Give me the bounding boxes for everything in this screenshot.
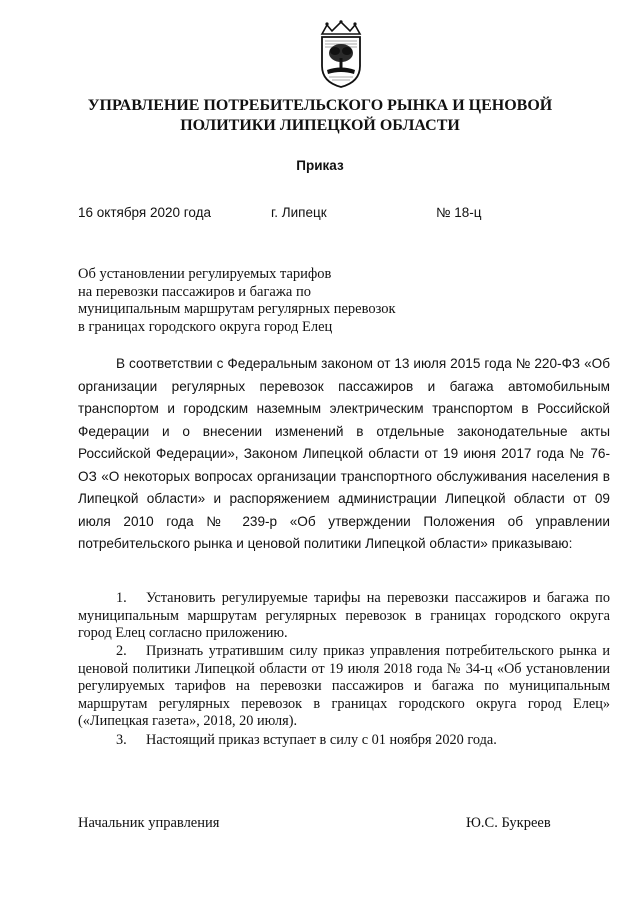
- subject-line: Об установлении регулируемых тарифов: [78, 266, 332, 282]
- order-item-number: 3.: [116, 732, 127, 748]
- document-city: г. Липецк: [271, 205, 327, 220]
- order-item: [78, 643, 610, 731]
- order-item-number: 1.: [116, 590, 127, 606]
- subject-line: на перевозки пассажиров и багажа по: [78, 283, 311, 300]
- coat-of-arms-icon: [318, 20, 364, 88]
- department-title: [0, 96, 640, 136]
- order-item: [78, 732, 610, 750]
- subject-heading: [78, 266, 396, 336]
- order-item-text: Установить регулируемые тарифы на перевозки пассажиров и багажа по муниципальным маршрутам регулярных перевозок в границах городского округа город Елец согласно приложению.: [78, 590, 610, 641]
- order-item-number: 2.: [116, 643, 127, 659]
- order-item: [78, 590, 610, 643]
- subject-line: в границах городского округа город Елец: [78, 318, 333, 335]
- document-type: Приказ: [296, 158, 344, 173]
- subject-line: муниципальным маршрутам регулярных перевозок: [78, 301, 396, 317]
- document-number: № 18-ц: [436, 205, 482, 220]
- order-item-text: Настоящий приказ вступает в силу с 01 ноября 2020 года.: [146, 732, 497, 748]
- preamble-paragraph: В соответствии с Федеральным законом от 13 июля 2015 года № 220-ФЗ «Об организации регулярных перевозок пассажиров и багажа автомобильным транспортом и городским наземным электрическим транспортом в Российской Федерации и о внесении изменений в отдельные законодательные акты Российской Федерации», Законом Липецкой области от 19 июня 2017 года № 76-ОЗ «О некоторых вопросах организации транспортного обслуживания населения в Липецкой области» и распоряжением администрации Липецкой области от 09 июля 2010 года № 239-р «Об утверждении Положения об управлении потребительского рынка и ценовой политики Липецкой области» приказываю:: [78, 356, 610, 551]
- department-title-line-2: ПОЛИТИКИ ЛИПЕЦКОЙ ОБЛАСТИ: [180, 117, 460, 134]
- document-date: 16 октября 2020 года: [78, 205, 211, 220]
- signatory-position: Начальник управления: [78, 815, 220, 831]
- department-title-line-1: УПРАВЛЕНИЕ ПОТРЕБИТЕЛЬСКОГО РЫНКА И ЦЕНОВОЙ: [87, 97, 553, 114]
- signatory-name: Ю.С. Букреев: [466, 815, 551, 831]
- order-item-text: Признать утратившим силу приказ управления потребительского рынка и ценовой политики Липецкой области от 19 июля 2018 года № 34-ц «Об установлении регулируемых тарифов на перевозки пассажиров и багажа по муниципальным маршрутам регулярных перевозок в границах городского округа город Елец» («Липецкая газета», 2018, 20 июля).: [78, 643, 610, 729]
